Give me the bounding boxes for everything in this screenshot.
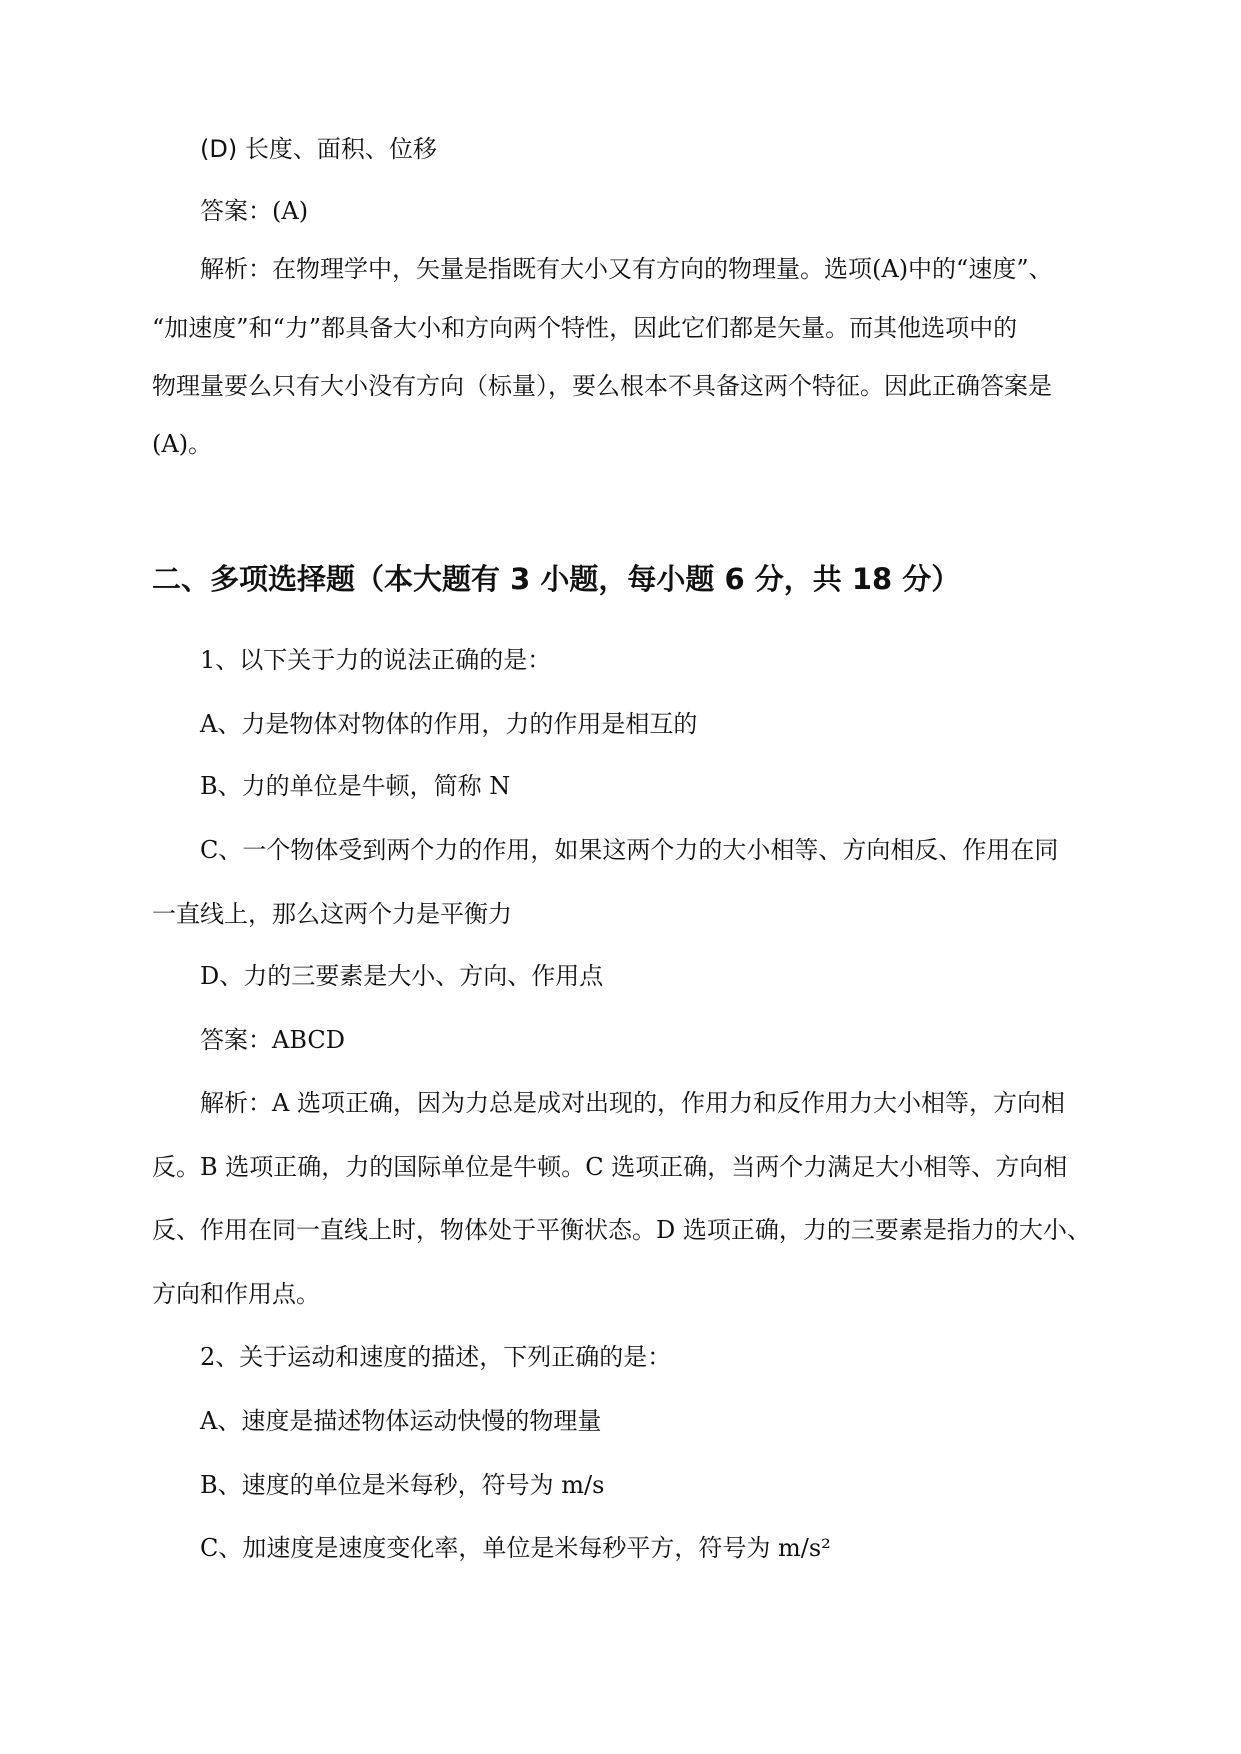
q1-stem: 1、以下关于力的说法正确的是： xyxy=(200,646,552,674)
q1-option-b: B、力的单位是牛顿，简称 N xyxy=(200,772,511,800)
q1-answer: 答案：ABCD xyxy=(200,1026,346,1054)
section-heading: 二、多项选择题（本大题有 3 小题，每小题 6 分，共 18 分） xyxy=(152,562,961,596)
q1-option-d: D、力的三要素是大小、方向、作用点 xyxy=(200,962,604,990)
q1-analysis-line-2: 反。B 选项正确，力的国际单位是牛顿。C 选项正确，当两个力满足大小相等、方向相 xyxy=(152,1153,1068,1181)
analysis-1-line-1: 解析：在物理学中，矢量是指既有大小又有方向的物理量。选项(A)中的“速度”、 xyxy=(200,255,1053,283)
analysis-1-line-4: (A)。 xyxy=(152,430,213,458)
analysis-1-line-2: “加速度”和“力”都具备大小和方向两个特性，因此它们都是矢量。而其他选项中的 xyxy=(152,314,1018,342)
answer-1: 答案：(A) xyxy=(200,197,309,225)
option-d: (D) 长度、面积、位移 xyxy=(200,135,437,163)
q2-stem: 2、关于运动和速度的描述，下列正确的是： xyxy=(200,1343,672,1371)
q2-option-a: A、速度是描述物体运动快慢的物理量 xyxy=(200,1407,602,1435)
q1-option-c-line-2: 一直线上，那么这两个力是平衡力 xyxy=(152,900,512,928)
q1-analysis-line-4: 方向和作用点。 xyxy=(152,1280,320,1308)
q1-analysis-line-1: 解析：A 选项正确，因为力总是成对出现的，作用力和反作用力大小相等，方向相 xyxy=(200,1089,1065,1117)
q1-option-c-line-1: C、一个物体受到两个力的作用，如果这两个力的大小相等、方向相反、作用在同 xyxy=(200,836,1059,864)
q1-option-a: A、力是物体对物体的作用，力的作用是相互的 xyxy=(200,710,698,738)
q2-option-b: B、速度的单位是米每秒，符号为 m/s xyxy=(200,1471,605,1499)
q2-option-c: C、加速度是速度变化率，单位是米每秒平方，符号为 m/s² xyxy=(200,1534,831,1562)
q1-analysis-line-3: 反、作用在同一直线上时，物体处于平衡状态。D 选项正确，力的三要素是指力的大小、 xyxy=(152,1216,1091,1244)
analysis-1-line-3: 物理量要么只有大小没有方向（标量），要么根本不具备这两个特征。因此正确答案是 xyxy=(152,372,1052,400)
